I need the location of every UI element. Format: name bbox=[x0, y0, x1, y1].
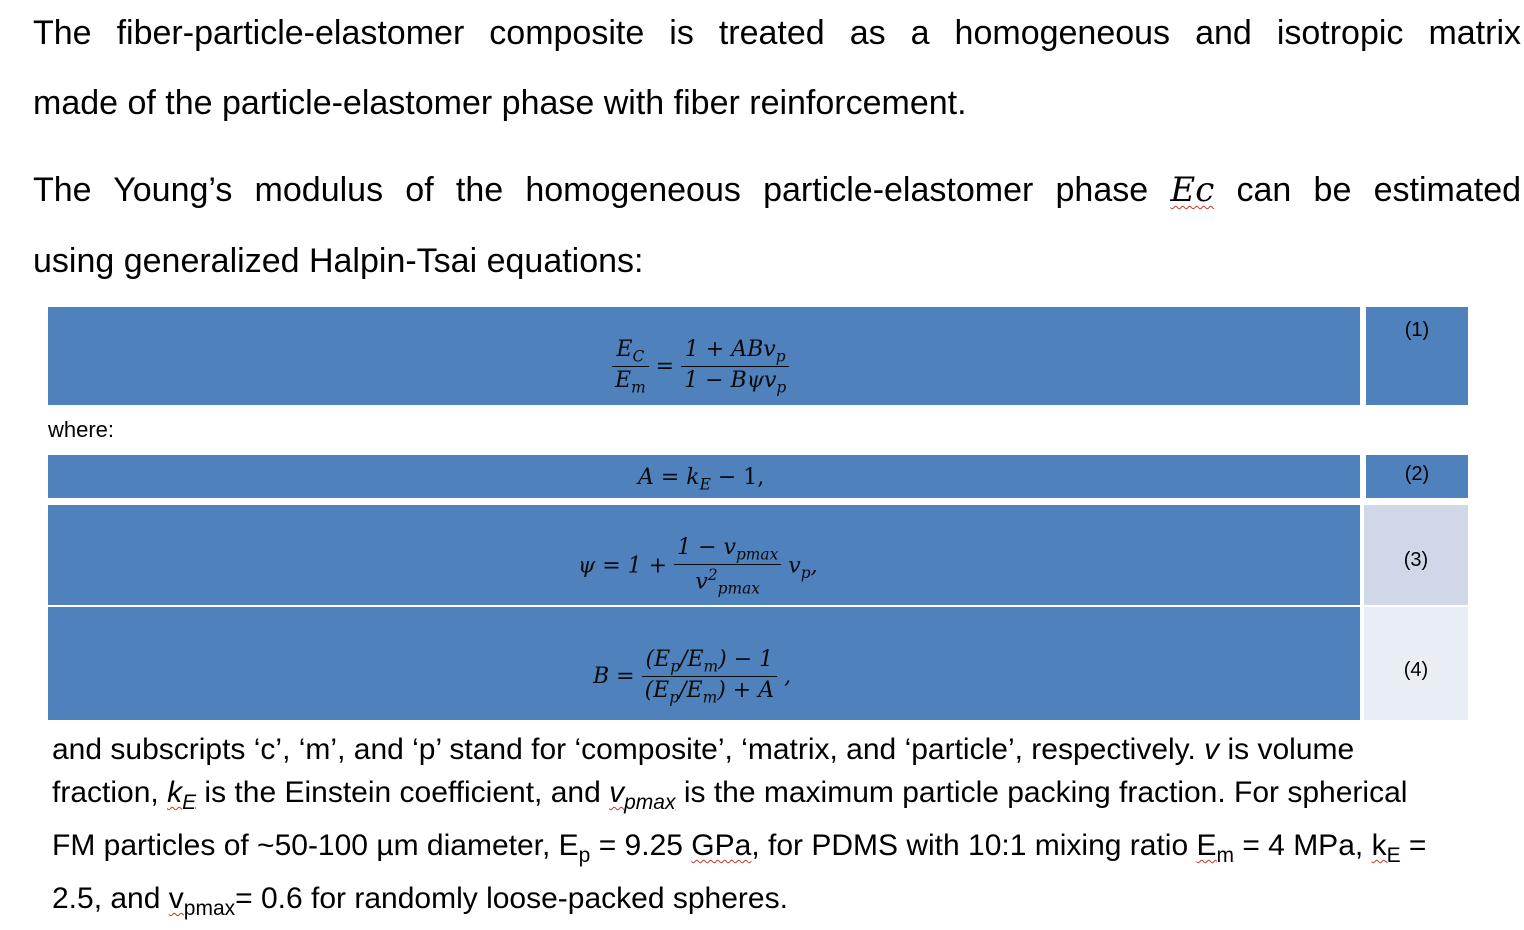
equation-4-row bbox=[48, 607, 1468, 720]
intro-line-3-a: The Young’s modulus of the homogeneous particle-elastomer phase bbox=[33, 171, 1149, 209]
eq4-fraction: $\frac{(E_p/E_m) - 1}{(E_p/E_m) + A}$ bbox=[642, 647, 778, 707]
body-line-3: FM particles of ~50-100 µm diameter, $E_p = 9.25$ GPa, for PDMS with 10:1 mixing ratio $E_m = 4$ MPa, $k_E$ = bbox=[52, 829, 1427, 867]
ec-symbol: Ec bbox=[1170, 170, 1215, 210]
equation-3-number: (3) bbox=[1364, 505, 1468, 605]
equation-3-row bbox=[48, 505, 1468, 605]
intro-line-4: using generalized Halpin-Tsai equations: bbox=[33, 242, 644, 280]
equation-2-body: $A = k_E - 1$, bbox=[638, 465, 765, 494]
equation-4-number: (4) bbox=[1364, 607, 1468, 720]
intro-line-1: The fiber-particle-elastomer composite is treated as a homogeneous and isotropic matrix bbox=[33, 14, 1521, 52]
definitions-paragraph bbox=[52, 728, 1504, 930]
body-line-2: fraction, $k_E$ is the Einstein coefficient, and $v_{pmax}$ is the maximum particle packing fraction. For spherical bbox=[52, 776, 1408, 814]
eq1-rhs-fraction: $\frac{1 + ABv_p}{1 - B\psi v_p}$ bbox=[681, 337, 789, 397]
body-line-4: 2.5, and $v_{pmax}= 0.6$ for randomly loose-packed spheres. bbox=[52, 882, 788, 920]
eq1-lhs-fraction: $\frac{E_C}{E_m}$ bbox=[612, 337, 649, 397]
equation-3-body: ψ = 1 + $\frac{1 - v_{pmax}}{v^2_{pmax}}$ $v_p$, bbox=[578, 535, 818, 599]
intro-line-3-b: can be estimated bbox=[1236, 171, 1522, 209]
equation-1-body: $\frac{E_C}{E_m}$ = $\frac{1 + ABv_p}{1 - B\psi v_p}$ bbox=[612, 337, 789, 397]
body-line-1: and subscripts ‘c’, ‘m’, and ‘p’ stand for ‘composite’, ‘matrix, and ‘particle’, respectively. v is volume bbox=[52, 733, 1355, 766]
equation-2-row bbox=[48, 455, 1468, 498]
equation-1-number: (1) bbox=[1364, 307, 1468, 405]
where-label: where: bbox=[48, 417, 115, 442]
intro-line-3 bbox=[33, 170, 1521, 210]
equation-1-row bbox=[48, 307, 1468, 405]
intro-line-2: made of the particle-elastomer phase with fiber reinforcement. bbox=[33, 84, 967, 122]
equation-4-body: B = $\frac{(E_p/E_m) - 1}{(E_p/E_m) + A}$ , bbox=[593, 647, 792, 707]
eq3-fraction: $\frac{1 - v_{pmax}}{v^2_{pmax}}$ bbox=[674, 535, 781, 598]
equation-2-number: (2) bbox=[1364, 455, 1468, 498]
